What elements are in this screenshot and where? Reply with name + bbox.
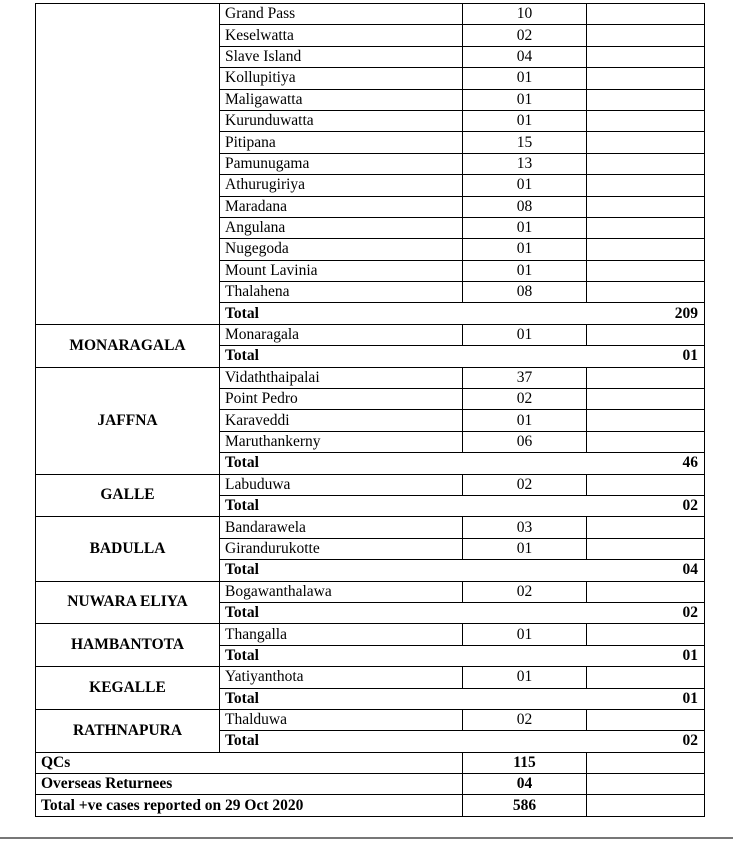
empty-cell	[587, 624, 705, 645]
empty-cell	[587, 795, 705, 816]
empty-cell	[587, 217, 705, 238]
area-name: Grand Pass	[220, 4, 463, 25]
total-value: 02	[587, 602, 705, 623]
summary-row	[36, 795, 705, 816]
summary-value: 115	[463, 752, 587, 773]
area-count: 01	[463, 110, 587, 131]
table-row	[36, 367, 705, 388]
area-count: 06	[463, 431, 587, 452]
area-name: Mount Lavinia	[220, 260, 463, 281]
summary-label: Total +ve cases reported on 29 Oct 2020	[36, 795, 463, 816]
area-count: 02	[463, 581, 587, 602]
total-value: 01	[587, 645, 705, 666]
empty-cell	[587, 25, 705, 46]
empty-cell	[587, 196, 705, 217]
area-count: 15	[463, 132, 587, 153]
total-label: Total	[220, 453, 587, 474]
empty-cell	[587, 474, 705, 495]
empty-cell	[587, 4, 705, 25]
empty-cell	[587, 410, 705, 431]
area-name: Monaragala	[220, 324, 463, 345]
summary-value: 586	[463, 795, 587, 816]
area-name: Thangalla	[220, 624, 463, 645]
total-value: 01	[587, 346, 705, 367]
total-value: 02	[587, 495, 705, 516]
area-count: 01	[463, 410, 587, 431]
empty-cell	[587, 153, 705, 174]
area-name: Yatiyanthota	[220, 667, 463, 688]
table-row	[36, 581, 705, 602]
district-name: MONARAGALA	[36, 324, 220, 367]
empty-cell	[587, 132, 705, 153]
table-row	[36, 517, 705, 538]
table-row	[36, 4, 705, 25]
area-count: 02	[463, 25, 587, 46]
area-count: 01	[463, 89, 587, 110]
area-name: Maruthankerny	[220, 431, 463, 452]
summary-label: QCs	[36, 752, 463, 773]
area-name: Thalduwa	[220, 709, 463, 730]
page-bottom-rule	[0, 837, 733, 839]
empty-cell	[587, 89, 705, 110]
district-name: JAFFNA	[36, 367, 220, 474]
empty-cell	[587, 282, 705, 303]
table-row	[36, 709, 705, 730]
summary-row	[36, 752, 705, 773]
cases-table-body	[36, 4, 705, 817]
table-row	[36, 324, 705, 345]
area-name: Maradana	[220, 196, 463, 217]
total-value: 04	[587, 560, 705, 581]
area-count: 08	[463, 196, 587, 217]
empty-cell	[587, 752, 705, 773]
area-count: 02	[463, 389, 587, 410]
area-count: 01	[463, 324, 587, 345]
area-name: Angulana	[220, 217, 463, 238]
area-name: Thalahena	[220, 282, 463, 303]
empty-cell	[587, 431, 705, 452]
area-count: 02	[463, 474, 587, 495]
area-count: 01	[463, 68, 587, 89]
empty-cell	[587, 110, 705, 131]
area-count: 10	[463, 4, 587, 25]
empty-cell	[587, 517, 705, 538]
area-count: 01	[463, 624, 587, 645]
total-label: Total	[220, 495, 587, 516]
area-count: 37	[463, 367, 587, 388]
summary-label: Overseas Returnees	[36, 774, 463, 795]
area-name: Maligawatta	[220, 89, 463, 110]
area-name: Slave Island	[220, 46, 463, 67]
empty-cell	[587, 260, 705, 281]
total-label: Total	[220, 346, 587, 367]
total-value: 01	[587, 688, 705, 709]
area-name: Bandarawela	[220, 517, 463, 538]
area-name: Nugegoda	[220, 239, 463, 260]
area-name: Bogawanthalawa	[220, 581, 463, 602]
area-count: 13	[463, 153, 587, 174]
table-row	[36, 667, 705, 688]
area-count: 01	[463, 538, 587, 559]
area-name: Keselwatta	[220, 25, 463, 46]
total-label: Total	[220, 645, 587, 666]
empty-cell	[587, 538, 705, 559]
area-name: Girandurukotte	[220, 538, 463, 559]
district-name: BADULLA	[36, 517, 220, 581]
area-count: 01	[463, 667, 587, 688]
area-name: Labuduwa	[220, 474, 463, 495]
cases-table	[35, 3, 705, 817]
district-name: NUWARA ELIYA	[36, 581, 220, 624]
total-label: Total	[220, 602, 587, 623]
area-count: 01	[463, 239, 587, 260]
summary-value: 04	[463, 774, 587, 795]
empty-cell	[587, 324, 705, 345]
empty-cell	[587, 367, 705, 388]
empty-cell	[587, 709, 705, 730]
district-name	[36, 4, 220, 325]
cases-table-page	[35, 3, 704, 817]
area-count: 01	[463, 175, 587, 196]
empty-cell	[587, 774, 705, 795]
area-name: Kurunduwatta	[220, 110, 463, 131]
total-label: Total	[220, 731, 587, 752]
area-name: Point Pedro	[220, 389, 463, 410]
area-count: 03	[463, 517, 587, 538]
total-value: 209	[587, 303, 705, 324]
area-name: Karaveddi	[220, 410, 463, 431]
area-name: Kollupitiya	[220, 68, 463, 89]
area-count: 01	[463, 260, 587, 281]
table-row	[36, 624, 705, 645]
total-label: Total	[220, 303, 587, 324]
empty-cell	[587, 175, 705, 196]
empty-cell	[587, 239, 705, 260]
area-count: 02	[463, 709, 587, 730]
total-value: 46	[587, 453, 705, 474]
empty-cell	[587, 46, 705, 67]
area-name: Athurugiriya	[220, 175, 463, 196]
summary-row	[36, 774, 705, 795]
table-row	[36, 474, 705, 495]
empty-cell	[587, 389, 705, 410]
empty-cell	[587, 667, 705, 688]
district-name: KEGALLE	[36, 667, 220, 710]
empty-cell	[587, 581, 705, 602]
district-name: HAMBANTOTA	[36, 624, 220, 667]
area-name: Vidaththaipalai	[220, 367, 463, 388]
area-name: Pitipana	[220, 132, 463, 153]
area-name: Pamunugama	[220, 153, 463, 174]
total-label: Total	[220, 560, 587, 581]
empty-cell	[587, 68, 705, 89]
total-value: 02	[587, 731, 705, 752]
area-count: 04	[463, 46, 587, 67]
total-label: Total	[220, 688, 587, 709]
area-count: 01	[463, 217, 587, 238]
district-name: RATHNAPURA	[36, 709, 220, 752]
district-name: GALLE	[36, 474, 220, 517]
area-count: 08	[463, 282, 587, 303]
